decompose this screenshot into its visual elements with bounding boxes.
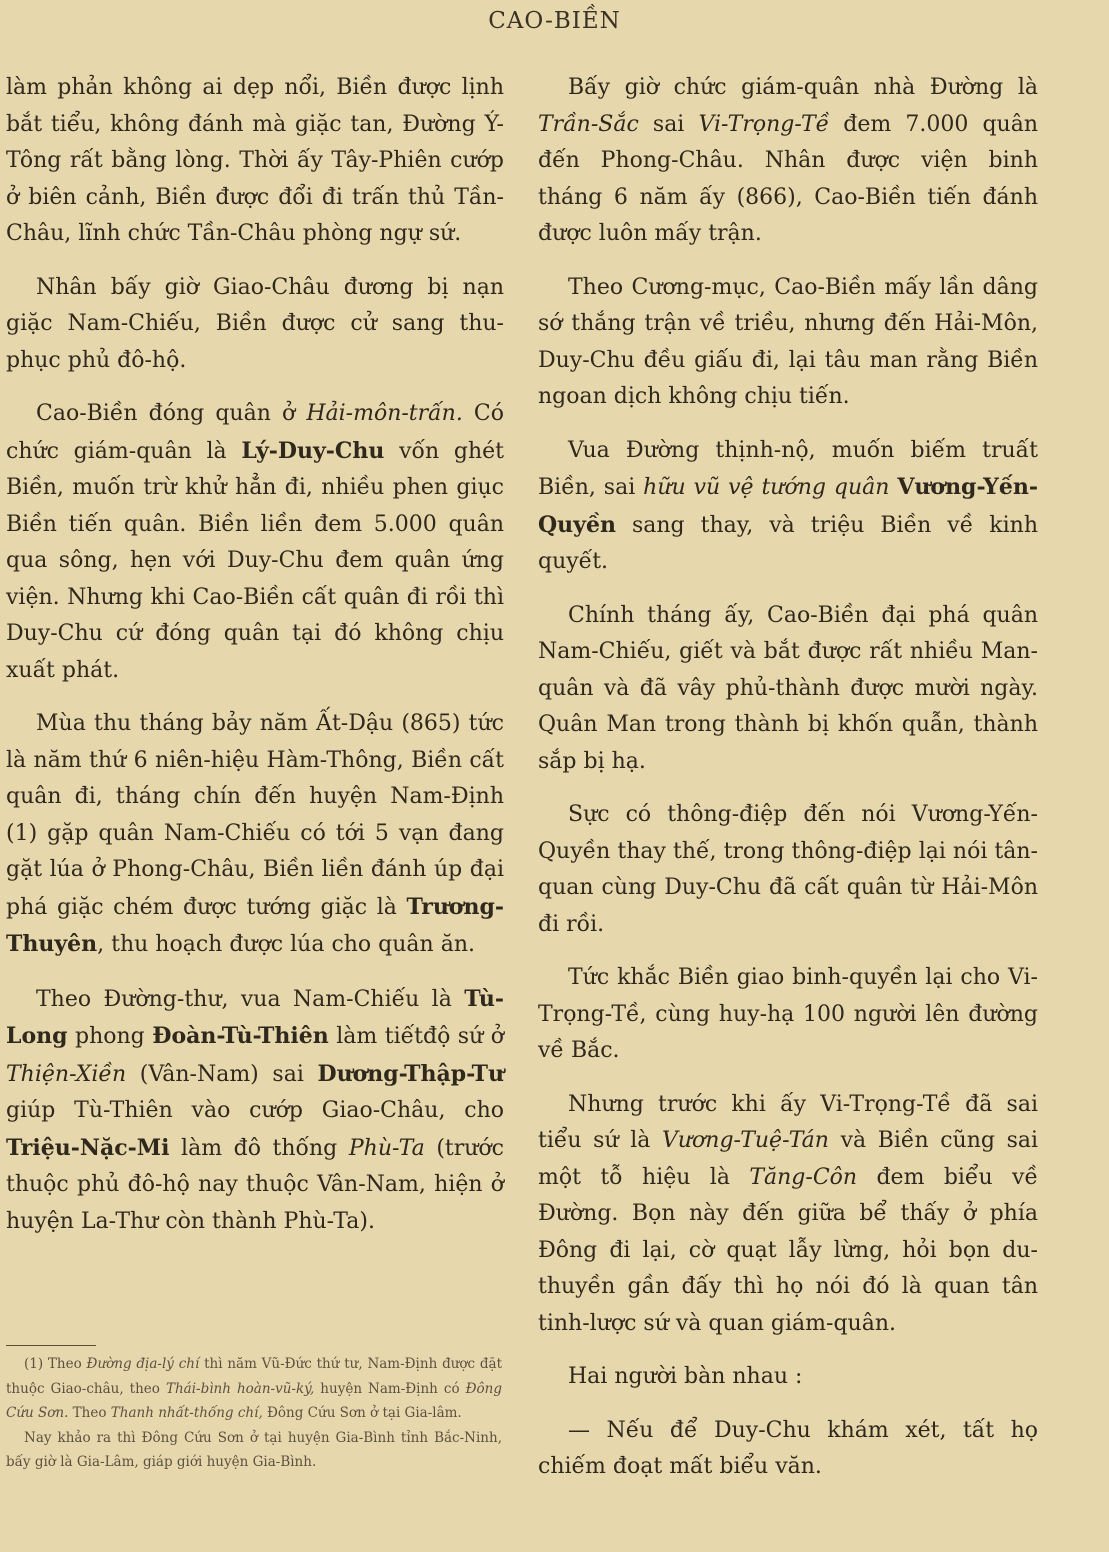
right-column	[538, 70, 1038, 1503]
paragraph	[538, 433, 1038, 581]
paragraph	[6, 396, 504, 689]
text-run: đem 7.000 quân đến Phong-Châu. Nhân được viện binh tháng 6 năm ấy (866), Cao-Biền tiến đánh được luôn mấy trận.	[538, 111, 1038, 246]
paragraph: Theo Cương-mục, Cao-Biền mấy lần dâng sớ thắng trận về triều, nhưng đến Hải-Môn, Duy-Chu đều giấu đi, lại tâu man rằng Biền ngoan dịch không chịu tiến.	[538, 274, 1038, 409]
italic-title: Thanh nhất-thống chí,	[110, 1405, 263, 1421]
text-run: , thu hoạch được lúa cho quân ăn.	[97, 932, 475, 957]
bold-person-name: Vương-Yến-Quyền	[538, 474, 1038, 538]
italic-title: Thái-bình hoàn-vũ-ký,	[165, 1380, 315, 1397]
footnote-1	[6, 1352, 502, 1426]
paragraph: làm phản không ai dẹp nổi, Biền được lịnh bắt tiểu, không đánh mà giặc tan, Đường Ý-Tông rất bằng lòng. Thời ấy Tây-Phiên cướp ở biên cảnh, Biền được đổi đi trấn thủ Tần-Châu, lĩnh chức Tần-Châu phòng ngự sứ.	[6, 75, 504, 246]
text-run: vốn ghét Biền, muốn trừ khử hẳn đi, nhiều phen giục Biền tiến quân. Biền liền đem 5.000 quân qua sông, hẹn với Duy-Chu đem quân ứng viện. Nhưng khi Cao-Biền cất quân đi rồi thì Duy-Chu cứ đóng quân tại đó không chịu xuất phát.	[6, 438, 505, 683]
italic-place-name: Hải-môn-trấn.	[306, 401, 463, 426]
text-run: Nhưng trước khi ấy Vi-Trọng-Tề đã sai tiểu sứ là	[538, 1091, 1038, 1153]
italic-person-name: Trần-Sắc	[538, 111, 639, 137]
text-run: giúp Tù-Thiên vào cướp Giao-Châu, cho	[6, 1098, 504, 1123]
text-run: phong	[67, 1024, 153, 1049]
text-run: (Vân-Nam) sai	[126, 1061, 318, 1087]
bold-person-name: Tù-Long	[6, 985, 504, 1049]
paragraph	[6, 706, 504, 964]
italic-place-name: Đông Cứu Sơn.	[6, 1380, 502, 1421]
italic-title: Đường địa-lý chí	[86, 1356, 200, 1372]
text-run: đem biểu về Đường. Bọn này đến giữa bể thấy ở phía Đông đi lại, cờ quạt lẫy lừng, hỏi bọn du-thuyền gần đấy thì họ nói đó là quan tân tinh-lược sứ và quan giám-quân.	[538, 1164, 1038, 1336]
text-run: Cao-Biền đóng quân ở	[36, 401, 307, 426]
bold-person-name: Triệu-Nặc-Mi	[6, 1134, 170, 1161]
paragraph: Chính tháng ấy, Cao-Biền đại phá quân Nam-Chiếu, giết và bắt được rất nhiều Man-quân và đã vây phủ-thành được mười ngày. Quân Man trong thành bị khốn quẫn, thành sắp bị hạ.	[538, 602, 1038, 774]
text-run: Có chức giám-quân là	[6, 401, 504, 464]
text-run: Theo	[68, 1405, 111, 1421]
left-column	[6, 70, 504, 1257]
paragraph: Hai người bàn nhau :	[568, 1364, 803, 1389]
italic-title: hữu vũ vệ tướng quân	[643, 475, 890, 500]
text-run: Bấy giờ chức giám-quân nhà Đường là	[568, 75, 1038, 100]
paragraph: — Nếu để Duy-Chu khám xét, tất họ chiếm đoạt mất biểu văn.	[538, 1417, 1038, 1479]
page-header: CAO-BIỀN	[488, 8, 621, 34]
text-run: sai	[638, 111, 699, 137]
italic-person-name: Vương-Tuệ-Tán	[662, 1128, 829, 1153]
footnote-divider	[6, 1345, 96, 1346]
text-run: làm đô thống	[169, 1135, 349, 1161]
paragraph: Tức khắc Biền giao binh-quyền lại cho Vi-Trọng-Tề, cùng huy-hạ 100 người lên đường về Bắc.	[538, 965, 1038, 1063]
text-run: làm tiếtđộ sứ ở	[328, 1024, 504, 1049]
footnotes	[6, 1352, 502, 1475]
text-run: (1) Theo	[24, 1356, 87, 1372]
footnote-2: Nay khảo ra thì Đông Cứu Sơn ở tại huyện Gia-Bình tỉnh Bắc-Ninh, bấy giờ là Gia-Lâm, giáp giới huyện Gia-Bình.	[6, 1429, 502, 1470]
italic-place-name: Thiện-Xiền	[6, 1061, 127, 1087]
text-run: (trước thuộc phủ đô-hộ nay thuộc Vân-Nam, hiện ở huyện La-Thư còn thành Phù-Ta).	[6, 1135, 504, 1234]
bold-person-name: Dương-Thập-Tư	[317, 1060, 504, 1087]
paragraph: Nhân bấy giờ Giao-Châu đương bị nạn giặc Nam-Chiếu, Biền được cử sang thu-phục phủ đô-hộ.	[6, 274, 504, 373]
text-run: Vua Đường thịnh-nộ, muốn biếm truất Biền, sai	[538, 437, 1038, 500]
bold-person-name: Đoàn-Tù-Thiên	[152, 1023, 329, 1049]
text-run: Mùa thu tháng bảy năm Ất-Dậu (865) tức là năm thứ 6 niên-hiệu Hàm-Thông, Biền cất quân đi, tháng chín đến huyện Nam-Định (1) gặp quân Nam-Chiếu có tới 5 vạn đang gặt lúa ở Phong-Châu, Biền liền đánh úp đại phá giặc chém được tướng giặc là	[6, 711, 504, 920]
italic-place-name: Phù-Ta	[348, 1135, 425, 1161]
text-run: thì năm Vũ-Đức thứ tư, Nam-Định được đặt thuộc Giao-châu, theo	[6, 1356, 502, 1397]
text-run: sang thay, và triệu Biền về kinh quyết.	[538, 512, 1038, 574]
paragraph	[538, 1087, 1038, 1343]
text-run: Theo Đường-thư, vua Nam-Chiếu là	[36, 986, 465, 1012]
italic-person-name: Vi-Trọng-Tề	[698, 111, 830, 137]
paragraph	[538, 70, 1038, 253]
text-run: và Biền cũng sai một tỗ hiệu là	[538, 1128, 1039, 1190]
bold-person-name: Lý-Duy-Chu	[241, 437, 385, 464]
text-run: huyện Nam-Định có	[314, 1380, 466, 1397]
bold-person-name: Trương-Thuyên	[6, 893, 504, 957]
paragraph	[6, 981, 504, 1241]
italic-person-name: Tăng-Côn	[749, 1164, 858, 1190]
text-run: Đông Cứu Sơn ở tại Gia-lâm.	[262, 1405, 462, 1421]
paragraph: Sực có thông-điệp đến nói Vương-Yến-Quyền thay thế, trong thông-điệp lại nói tân-quan cùng Duy-Chu đã cất quân từ Hải-Môn đi rồi.	[538, 802, 1038, 937]
